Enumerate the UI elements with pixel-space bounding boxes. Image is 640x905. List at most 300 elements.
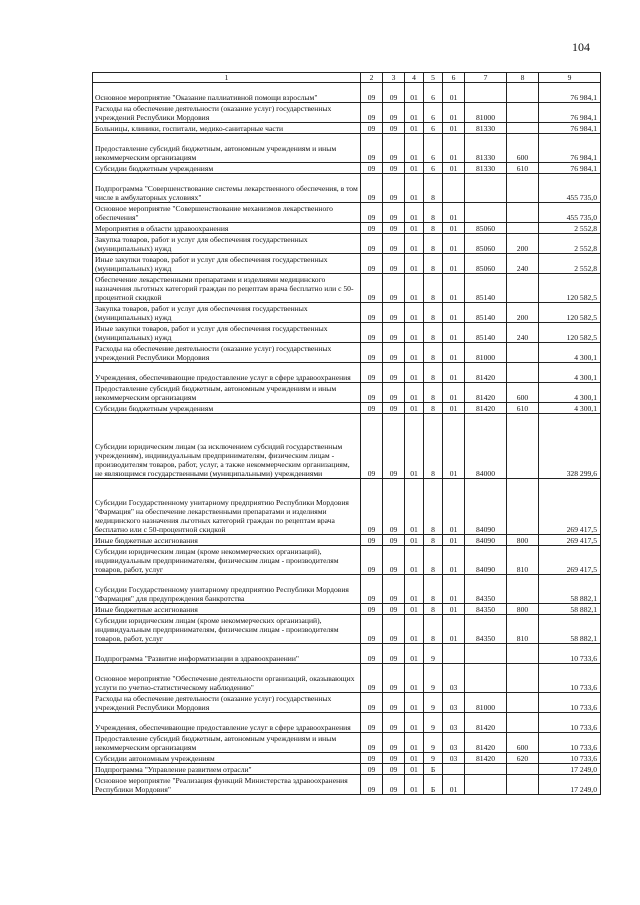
expense-code: 81420 — [465, 713, 507, 733]
table-row — [93, 103, 601, 123]
expense-code — [465, 83, 507, 103]
expense-type-code — [507, 414, 539, 479]
subsection-code: 01 — [405, 479, 424, 535]
table-row — [93, 363, 601, 383]
table-row — [93, 163, 601, 174]
table-row — [93, 223, 601, 234]
amount: 17 249,0 — [539, 764, 601, 775]
amount: 4 300,1 — [539, 363, 601, 383]
subprogram-code — [443, 764, 465, 775]
row-name: Подпрограмма "Совершенствование системы лекарственного обеспечения, в том числе в амбулаторных условиях" — [93, 174, 361, 203]
subprogram-code: 01 — [443, 575, 465, 604]
section-code: 09 — [383, 753, 405, 764]
section-code: 09 — [383, 546, 405, 575]
row-name: Основное мероприятие "Обеспечение деятельности организаций, оказывающих услуги по учетно-статистическому наблюдению" — [93, 664, 361, 693]
subprogram-code: 01 — [443, 414, 465, 479]
subprogram-code: 01 — [443, 604, 465, 615]
section-code: 09 — [383, 414, 405, 479]
section-code: 09 — [383, 615, 405, 644]
expense-code: 85060 — [465, 223, 507, 234]
subsection-code: 01 — [405, 274, 424, 303]
amount: 76 984,1 — [539, 123, 601, 134]
col-header-3: 3 — [383, 73, 405, 83]
program-code: 9 — [424, 733, 443, 753]
section-code: 09 — [383, 764, 405, 775]
program-code: 8 — [424, 274, 443, 303]
subprogram-code: 01 — [443, 163, 465, 174]
expense-code: 81330 — [465, 163, 507, 174]
section-code: 09 — [383, 303, 405, 323]
subprogram-code: 01 — [443, 254, 465, 274]
subprogram-code: 01 — [443, 403, 465, 414]
ministry-code: 09 — [361, 733, 383, 753]
amount: 58 882,1 — [539, 615, 601, 644]
expense-type-code — [507, 764, 539, 775]
subprogram-code: 01 — [443, 303, 465, 323]
program-code: 8 — [424, 403, 443, 414]
program-code: 8 — [424, 234, 443, 254]
expense-type-code: 610 — [507, 403, 539, 414]
ministry-code: 09 — [361, 103, 383, 123]
program-code: 8 — [424, 535, 443, 546]
program-code: 9 — [424, 644, 443, 664]
expense-code: 81420 — [465, 733, 507, 753]
section-code: 09 — [383, 664, 405, 693]
subprogram-code — [443, 644, 465, 664]
table-row — [93, 274, 601, 303]
program-code: 8 — [424, 323, 443, 343]
subsection-code: 01 — [405, 234, 424, 254]
amount: 10 733,6 — [539, 733, 601, 753]
expense-type-code — [507, 274, 539, 303]
amount: 10 733,6 — [539, 664, 601, 693]
section-code: 09 — [383, 103, 405, 123]
subprogram-code: 01 — [443, 274, 465, 303]
section-code: 09 — [383, 604, 405, 615]
section-code: 09 — [383, 363, 405, 383]
expense-code: 81420 — [465, 363, 507, 383]
table-row — [93, 234, 601, 254]
program-code: 6 — [424, 83, 443, 103]
row-name: Мероприятия в области здравоохранения — [93, 223, 361, 234]
expense-code — [465, 644, 507, 664]
col-header-9: 9 — [539, 73, 601, 83]
budget-table — [92, 72, 601, 795]
expense-code: 84090 — [465, 479, 507, 535]
table-row — [93, 775, 601, 795]
expense-type-code: 600 — [507, 733, 539, 753]
section-code: 09 — [383, 163, 405, 174]
subsection-code: 01 — [405, 764, 424, 775]
subsection-code: 01 — [405, 303, 424, 323]
expense-type-code — [507, 693, 539, 713]
row-name: Больницы, клиники, госпитали, медико-санитарные части — [93, 123, 361, 134]
row-name: Учреждения, обеспечивающие предоставление услуг в сфере здравоохранения — [93, 363, 361, 383]
col-header-4: 4 — [405, 73, 424, 83]
table-row — [93, 644, 601, 664]
amount: 120 582,5 — [539, 274, 601, 303]
amount: 76 984,1 — [539, 83, 601, 103]
expense-type-code: 200 — [507, 234, 539, 254]
subprogram-code: 01 — [443, 323, 465, 343]
ministry-code: 09 — [361, 664, 383, 693]
expense-code: 81000 — [465, 343, 507, 363]
subsection-code: 01 — [405, 575, 424, 604]
expense-type-code: 240 — [507, 323, 539, 343]
page-number: 104 — [572, 40, 590, 54]
expense-code: 81330 — [465, 123, 507, 134]
expense-type-code — [507, 203, 539, 223]
expense-type-code — [507, 644, 539, 664]
program-code: 8 — [424, 575, 443, 604]
col-header-6: 6 — [443, 73, 465, 83]
table-row — [93, 83, 601, 103]
row-name: Иные бюджетные ассигнования — [93, 604, 361, 615]
section-code: 09 — [383, 203, 405, 223]
expense-type-code — [507, 713, 539, 733]
row-name: Закупка товаров, работ и услуг для обеспечения государственных (муниципальных) нужд — [93, 303, 361, 323]
amount: 4 300,1 — [539, 403, 601, 414]
ministry-code: 09 — [361, 479, 383, 535]
table-row — [93, 479, 601, 535]
program-code: 8 — [424, 303, 443, 323]
table-row — [93, 254, 601, 274]
subsection-code: 01 — [405, 203, 424, 223]
ministry-code: 09 — [361, 343, 383, 363]
subprogram-code: 01 — [443, 535, 465, 546]
section-code: 09 — [383, 535, 405, 546]
subsection-code: 01 — [405, 223, 424, 234]
table-row — [93, 383, 601, 403]
amount: 76 984,1 — [539, 134, 601, 163]
expense-code: 81000 — [465, 693, 507, 713]
subprogram-code: 01 — [443, 615, 465, 644]
subprogram-code: 01 — [443, 223, 465, 234]
table-row — [93, 203, 601, 223]
subprogram-code: 01 — [443, 203, 465, 223]
row-name: Предоставление субсидий бюджетным, автономным учреждениям и иным некоммерческим организациям — [93, 733, 361, 753]
row-name: Предоставление субсидий бюджетным, автономным учреждениям и иным некоммерческим организациям — [93, 383, 361, 403]
ministry-code: 09 — [361, 615, 383, 644]
subsection-code: 01 — [405, 103, 424, 123]
expense-code — [465, 203, 507, 223]
amount: 4 300,1 — [539, 383, 601, 403]
expense-type-code: 810 — [507, 615, 539, 644]
col-header-5: 5 — [424, 73, 443, 83]
section-code: 09 — [383, 234, 405, 254]
amount: 120 582,5 — [539, 323, 601, 343]
subprogram-code: 01 — [443, 775, 465, 795]
section-code: 09 — [383, 775, 405, 795]
section-code: 09 — [383, 174, 405, 203]
subsection-code: 01 — [405, 753, 424, 764]
expense-code — [465, 764, 507, 775]
section-code: 09 — [383, 123, 405, 134]
expense-type-code — [507, 479, 539, 535]
table-body — [93, 83, 601, 795]
subprogram-code: 01 — [443, 363, 465, 383]
expense-code: 81420 — [465, 383, 507, 403]
amount: 120 582,5 — [539, 303, 601, 323]
expense-code: 85140 — [465, 274, 507, 303]
subsection-code: 01 — [405, 546, 424, 575]
expense-type-code — [507, 363, 539, 383]
expense-code: 85060 — [465, 254, 507, 274]
expense-type-code: 200 — [507, 303, 539, 323]
expense-type-code: 800 — [507, 604, 539, 615]
expense-type-code — [507, 223, 539, 234]
section-code: 09 — [383, 383, 405, 403]
amount: 76 984,1 — [539, 103, 601, 123]
subprogram-code: 01 — [443, 479, 465, 535]
ministry-code: 09 — [361, 134, 383, 163]
subsection-code: 01 — [405, 713, 424, 733]
table-row — [93, 414, 601, 479]
amount: 455 735,0 — [539, 174, 601, 203]
program-code: 8 — [424, 363, 443, 383]
table-row — [93, 664, 601, 693]
row-name: Расходы на обеспечение деятельности (оказание услуг) государственных учреждений Республики Мордовия — [93, 103, 361, 123]
subsection-code: 01 — [405, 174, 424, 203]
amount: 455 735,0 — [539, 203, 601, 223]
expense-type-code: 610 — [507, 163, 539, 174]
ministry-code: 09 — [361, 414, 383, 479]
program-code: 6 — [424, 134, 443, 163]
subprogram-code: 01 — [443, 123, 465, 134]
row-name: Субсидии юридическим лицам (за исключением субсидий государственным учреждениям), индивидуальным предпринимателям, физическим лицам - производителям товаров, работ, услуг, а также некоммерческим организациям, не являющимся государственными (муниципальными) учреждениями — [93, 414, 361, 479]
program-code: 6 — [424, 163, 443, 174]
row-name: Учреждения, обеспечивающие предоставление услуг в сфере здравоохранения — [93, 713, 361, 733]
row-name: Расходы на обеспечение деятельности (оказание услуг) государственных учреждений Республики Мордовия — [93, 343, 361, 363]
subsection-code: 01 — [405, 414, 424, 479]
program-code: 9 — [424, 664, 443, 693]
section-code: 09 — [383, 254, 405, 274]
expense-code: 84090 — [465, 546, 507, 575]
amount: 10 733,6 — [539, 644, 601, 664]
table-row — [93, 303, 601, 323]
expense-code: 81420 — [465, 403, 507, 414]
program-code: 9 — [424, 713, 443, 733]
table-row — [93, 615, 601, 644]
section-code: 09 — [383, 644, 405, 664]
expense-type-code — [507, 174, 539, 203]
table-row — [93, 604, 601, 615]
amount: 10 733,6 — [539, 753, 601, 764]
row-name: Субсидии Государственному унитарному предприятию Республики Мордовия "Фармация" на обеспечение лекарственными препаратами и изделиями медицинского назначения льготных категорий граждан по рецептам врача бесплатно или с 50-процентной скидкой — [93, 479, 361, 535]
expense-code: 81330 — [465, 134, 507, 163]
ministry-code: 09 — [361, 546, 383, 575]
expense-code: 84350 — [465, 615, 507, 644]
ministry-code: 09 — [361, 323, 383, 343]
program-code: 8 — [424, 383, 443, 403]
ministry-code: 09 — [361, 174, 383, 203]
col-header-8: 8 — [507, 73, 539, 83]
table-row — [93, 693, 601, 713]
row-name: Иные закупки товаров, работ и услуг для обеспечения государственных (муниципальных) нужд — [93, 254, 361, 274]
subsection-code: 01 — [405, 323, 424, 343]
program-code: Б — [424, 764, 443, 775]
ministry-code: 09 — [361, 604, 383, 615]
subsection-code: 01 — [405, 644, 424, 664]
row-name: Основное мероприятие "Совершенствование механизмов лекарственного обеспечения" — [93, 203, 361, 223]
subsection-code: 01 — [405, 693, 424, 713]
program-code: 8 — [424, 254, 443, 274]
expense-code: 81420 — [465, 753, 507, 764]
program-code: 8 — [424, 174, 443, 203]
expense-code: 84000 — [465, 414, 507, 479]
expense-type-code — [507, 83, 539, 103]
section-code: 09 — [383, 83, 405, 103]
row-name: Иные бюджетные ассигнования — [93, 535, 361, 546]
subsection-code: 01 — [405, 254, 424, 274]
row-name: Подпрограмма "Развитие информатизации в здравоохранении" — [93, 644, 361, 664]
amount: 328 299,6 — [539, 414, 601, 479]
subsection-code: 01 — [405, 604, 424, 615]
table-row — [93, 753, 601, 764]
amount: 58 882,1 — [539, 604, 601, 615]
ministry-code: 09 — [361, 163, 383, 174]
amount: 269 417,5 — [539, 479, 601, 535]
program-code: 8 — [424, 203, 443, 223]
expense-type-code: 600 — [507, 134, 539, 163]
expense-code: 85060 — [465, 234, 507, 254]
subsection-code: 01 — [405, 403, 424, 414]
row-name: Субсидии бюджетным учреждениям — [93, 163, 361, 174]
section-code: 09 — [383, 479, 405, 535]
expense-type-code: 810 — [507, 546, 539, 575]
row-name: Субсидии автономным учреждениям — [93, 753, 361, 764]
subsection-code: 01 — [405, 733, 424, 753]
expense-type-code: 800 — [507, 535, 539, 546]
expense-code — [465, 664, 507, 693]
subsection-code: 01 — [405, 163, 424, 174]
row-name: Субсидии юридическим лицам (кроме некоммерческих организаций), индивидуальным предпринимателям, физическим лицам - производителям товаров, работ, услуг — [93, 615, 361, 644]
program-code: 8 — [424, 479, 443, 535]
subsection-code: 01 — [405, 83, 424, 103]
ministry-code: 09 — [361, 123, 383, 134]
subprogram-code: 01 — [443, 103, 465, 123]
section-code: 09 — [383, 693, 405, 713]
row-name: Иные закупки товаров, работ и услуг для обеспечения государственных (муниципальных) нужд — [93, 323, 361, 343]
section-code: 09 — [383, 713, 405, 733]
col-header-2: 2 — [361, 73, 383, 83]
amount: 58 882,1 — [539, 575, 601, 604]
subprogram-code: 03 — [443, 753, 465, 764]
subprogram-code: 03 — [443, 733, 465, 753]
table-row — [93, 403, 601, 414]
table-row — [93, 546, 601, 575]
subprogram-code: 03 — [443, 664, 465, 693]
ministry-code: 09 — [361, 254, 383, 274]
ministry-code: 09 — [361, 575, 383, 604]
section-code: 09 — [383, 575, 405, 604]
expense-type-code: 600 — [507, 383, 539, 403]
table-row — [93, 713, 601, 733]
row-name: Субсидии Государственному унитарному предприятию Республики Мордовия "Фармация" для предупреждения банкротства — [93, 575, 361, 604]
amount: 17 249,0 — [539, 775, 601, 795]
ministry-code: 09 — [361, 775, 383, 795]
ministry-code: 09 — [361, 274, 383, 303]
program-code: 8 — [424, 343, 443, 363]
amount: 269 417,5 — [539, 546, 601, 575]
ministry-code: 09 — [361, 693, 383, 713]
row-name: Субсидии бюджетным учреждениям — [93, 403, 361, 414]
ministry-code: 09 — [361, 383, 383, 403]
program-code: 6 — [424, 123, 443, 134]
expense-type-code: 240 — [507, 254, 539, 274]
table-row — [93, 174, 601, 203]
expense-code: 84350 — [465, 575, 507, 604]
amount: 269 417,5 — [539, 535, 601, 546]
program-code: 9 — [424, 753, 443, 764]
expense-type-code — [507, 664, 539, 693]
expense-code — [465, 775, 507, 795]
table-row — [93, 134, 601, 163]
subsection-code: 01 — [405, 775, 424, 795]
subsection-code: 01 — [405, 664, 424, 693]
table-row — [93, 343, 601, 363]
subprogram-code: 03 — [443, 693, 465, 713]
ministry-code: 09 — [361, 203, 383, 223]
table-row — [93, 535, 601, 546]
subprogram-code: 01 — [443, 83, 465, 103]
program-code: 8 — [424, 223, 443, 234]
expense-type-code — [507, 575, 539, 604]
subsection-code: 01 — [405, 535, 424, 546]
expense-code: 85140 — [465, 303, 507, 323]
subprogram-code: 01 — [443, 343, 465, 363]
subprogram-code: 03 — [443, 713, 465, 733]
section-code: 09 — [383, 134, 405, 163]
ministry-code: 09 — [361, 535, 383, 546]
table-row — [93, 733, 601, 753]
program-code: Б — [424, 775, 443, 795]
expense-type-code — [507, 775, 539, 795]
subsection-code: 01 — [405, 123, 424, 134]
section-code: 09 — [383, 223, 405, 234]
subsection-code: 01 — [405, 343, 424, 363]
subsection-code: 01 — [405, 383, 424, 403]
ministry-code: 09 — [361, 363, 383, 383]
expense-type-code — [507, 103, 539, 123]
amount: 2 552,8 — [539, 254, 601, 274]
subprogram-code: 01 — [443, 383, 465, 403]
amount: 76 984,1 — [539, 163, 601, 174]
subsection-code: 01 — [405, 615, 424, 644]
ministry-code: 09 — [361, 303, 383, 323]
program-code: 6 — [424, 103, 443, 123]
expense-code: 84350 — [465, 604, 507, 615]
row-name: Субсидии юридическим лицам (кроме некоммерческих организаций), индивидуальным предпринимателям, физическим лицам - производителям товаров, работ, услуг — [93, 546, 361, 575]
table-row — [93, 323, 601, 343]
ministry-code: 09 — [361, 83, 383, 103]
subprogram-code: 01 — [443, 134, 465, 163]
amount: 10 733,6 — [539, 713, 601, 733]
table-row — [93, 764, 601, 775]
section-code: 09 — [383, 323, 405, 343]
row-name: Основное мероприятие "Реализация функций Министерства здравоохранения Республики Мордовия" — [93, 775, 361, 795]
table-row — [93, 575, 601, 604]
subsection-code: 01 — [405, 134, 424, 163]
expense-type-code — [507, 123, 539, 134]
expense-code — [465, 174, 507, 203]
section-code: 09 — [383, 733, 405, 753]
expense-code: 85140 — [465, 323, 507, 343]
amount: 4 300,1 — [539, 343, 601, 363]
program-code: 8 — [424, 604, 443, 615]
amount: 10 733,6 — [539, 693, 601, 713]
ministry-code: 09 — [361, 223, 383, 234]
